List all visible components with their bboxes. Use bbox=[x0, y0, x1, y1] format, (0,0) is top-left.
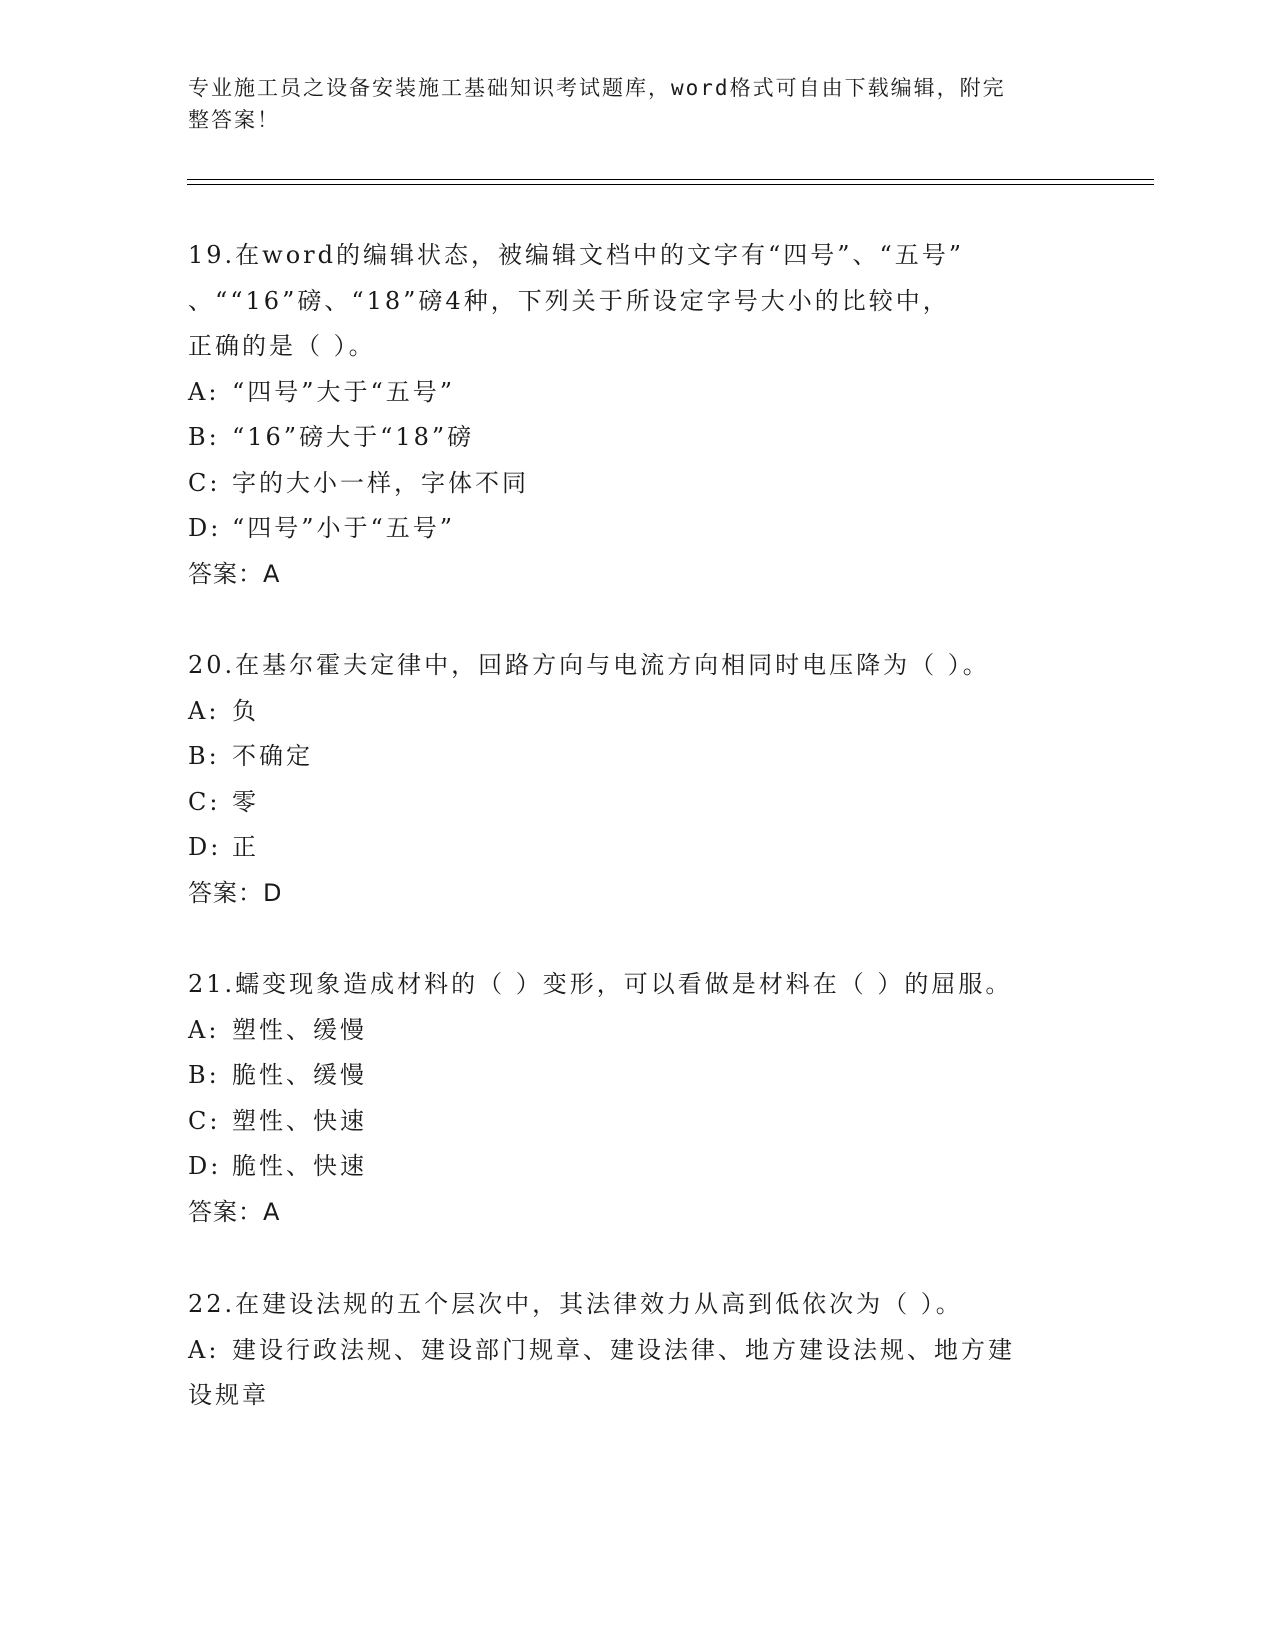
question-21 bbox=[188, 962, 1088, 1235]
option-text: 负 bbox=[232, 696, 259, 725]
option-b bbox=[188, 1053, 1088, 1099]
option-label: A: bbox=[188, 377, 220, 406]
question-22 bbox=[188, 1282, 1088, 1419]
answer-line: 答案：A bbox=[188, 559, 281, 588]
option-text-continued: 设规章 bbox=[188, 1381, 269, 1409]
option-c bbox=[188, 1099, 1088, 1145]
option-text: 塑性、缓慢 bbox=[232, 1015, 367, 1044]
option-label: A: bbox=[188, 696, 220, 725]
question-stem bbox=[188, 962, 1088, 1008]
option-label: B: bbox=[188, 742, 220, 770]
option-text: 脆性、快速 bbox=[232, 1152, 367, 1180]
option-text: 脆性、缓慢 bbox=[232, 1061, 367, 1089]
document-header bbox=[188, 72, 1068, 136]
option-text: “四号”大于“五号” bbox=[232, 377, 456, 406]
option-label: C: bbox=[188, 787, 221, 816]
stem-line: 22.在建设法规的五个层次中，其法律效力从高到低依次为（ ）。 bbox=[188, 1290, 963, 1318]
answer-line: 答案：A bbox=[188, 1197, 281, 1226]
option-a bbox=[188, 1008, 1088, 1054]
header-line-1: 专业施工员之设备安装施工基础知识考试题库，word格式可自由下载编辑，附完 bbox=[188, 76, 1006, 100]
question-20 bbox=[188, 643, 1088, 916]
option-text: 字的大小一样，字体不同 bbox=[232, 468, 529, 497]
header-divider-top bbox=[187, 179, 1154, 180]
question-19 bbox=[188, 233, 1088, 597]
option-d bbox=[188, 506, 1088, 552]
option-d bbox=[188, 825, 1088, 871]
stem-line: 正确的是（ ）。 bbox=[188, 332, 376, 360]
option-a-continuation bbox=[188, 1373, 1088, 1419]
stem-line: 19.在word的编辑状态，被编辑文档中的文字有“四号”、“五号” bbox=[188, 241, 965, 269]
option-label: D: bbox=[188, 1152, 222, 1180]
option-b bbox=[188, 734, 1088, 780]
option-label: C: bbox=[188, 468, 221, 497]
option-c bbox=[188, 461, 1088, 507]
option-text: 零 bbox=[232, 787, 259, 816]
option-label: A: bbox=[188, 1335, 220, 1364]
option-text: “四号”小于“五号” bbox=[232, 514, 456, 542]
option-text: 正 bbox=[232, 833, 259, 861]
option-label: B: bbox=[188, 423, 220, 451]
option-text: “16”磅大于“18”磅 bbox=[232, 423, 475, 451]
question-stem bbox=[188, 1282, 1088, 1328]
stem-line: 、““16”磅、“18”磅4种，下列关于所设定字号大小的比较中， bbox=[188, 286, 950, 315]
question-stem bbox=[188, 643, 1088, 689]
option-label: D: bbox=[188, 514, 222, 542]
stem-line: 20.在基尔霍夫定律中，回路方向与电流方向相同时电压降为（ ）。 bbox=[188, 651, 990, 679]
option-d bbox=[188, 1144, 1088, 1190]
option-text: 不确定 bbox=[232, 742, 313, 770]
option-text: 建设行政法规、建设部门规章、建设法律、地方建设法规、地方建 bbox=[232, 1335, 1015, 1364]
option-b bbox=[188, 415, 1088, 461]
option-label: B: bbox=[188, 1061, 220, 1089]
option-a bbox=[188, 370, 1088, 416]
option-a bbox=[188, 689, 1088, 735]
question-stem bbox=[188, 233, 1088, 370]
answer-line: 答案：D bbox=[188, 878, 283, 907]
option-c bbox=[188, 780, 1088, 826]
header-divider-bottom bbox=[187, 184, 1154, 185]
option-text: 塑性、快速 bbox=[232, 1106, 367, 1135]
option-label: C: bbox=[188, 1106, 221, 1135]
option-label: A: bbox=[188, 1015, 220, 1044]
option-a bbox=[188, 1328, 1088, 1374]
option-label: D: bbox=[188, 833, 222, 861]
stem-line: 21.蠕变现象造成材料的（ ）变形，可以看做是材料在（ ）的屈服。 bbox=[188, 970, 1013, 998]
header-line-2: 整答案！ bbox=[188, 108, 280, 132]
